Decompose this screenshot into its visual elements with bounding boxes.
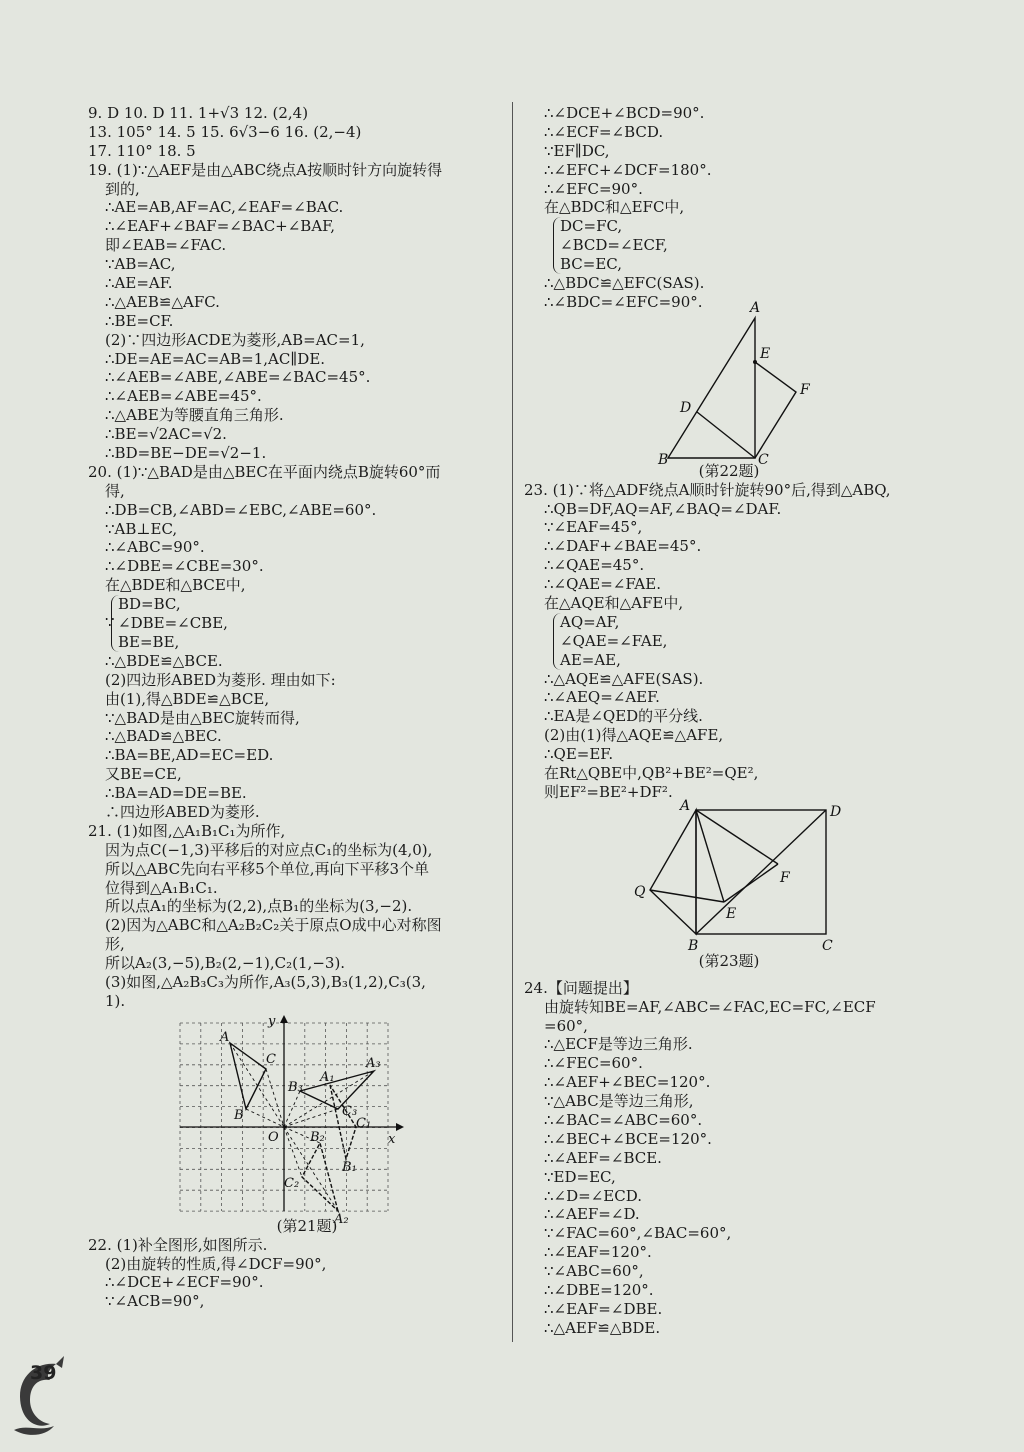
- figure-21-caption: (第21题): [276, 1216, 338, 1235]
- label-Q: Q: [634, 883, 646, 900]
- figure-23-caption: (第23题): [698, 951, 760, 970]
- text-line: ∴EA是∠QED的平分线.: [544, 707, 703, 726]
- brace-line: AQ=AF,: [560, 612, 620, 631]
- label-C3: C₃: [342, 1103, 358, 1119]
- text-line: 又BE=CE,: [105, 765, 182, 784]
- label-A2: A₂: [334, 1211, 349, 1227]
- text-line: 即∠EAB=∠FAC.: [105, 236, 227, 255]
- text-line: 23. (1)∵将△ADF绕点A顺时针旋转90°后,得到△ABQ,: [524, 480, 891, 499]
- text-line: ∴AE=AB,AF=AC,∠EAF=∠BAC.: [105, 198, 344, 217]
- label-C1: C₁: [356, 1115, 372, 1131]
- text-line: ∴BD=BE−DE=√2−1.: [105, 444, 267, 463]
- left-lines-c: [88, 1236, 506, 1312]
- segment-AF: [696, 810, 778, 864]
- text-line: 17. 110° 18. 5: [88, 141, 196, 160]
- text-line: 到的,: [105, 179, 140, 198]
- text-line: ∵∠ABC=60°,: [544, 1262, 644, 1281]
- triangle-A1B1C1: [330, 1085, 356, 1159]
- label-B2: B₂: [310, 1129, 325, 1145]
- column-divider: [512, 102, 513, 1342]
- brace-block-bde-bce: [88, 595, 506, 652]
- label-C: C: [758, 451, 769, 468]
- segment-EF: [724, 864, 778, 902]
- point-E: [753, 360, 757, 364]
- label-B3: B₃: [288, 1079, 303, 1095]
- text-line: ∴△ABE为等腰直角三角形.: [105, 406, 284, 425]
- text-line: ∴∠AEB=∠ABE,∠ABE=∠BAC=45°.: [105, 368, 371, 387]
- label-D: D: [830, 803, 842, 820]
- text-line: ∴∠EAF=∠DBE.: [544, 1299, 663, 1318]
- text-line: (2)因为△ABC和△A₂B₂C₂关于原点O成中心对称图: [105, 916, 442, 935]
- triangle-AQB: [650, 810, 696, 934]
- triangle-EFC: [755, 362, 796, 458]
- left-lines-a: [88, 104, 506, 595]
- text-line: (3)如图,△A₂B₃C₃为所作,A₃(5,3),B₃(1,2),C₃(3,: [105, 972, 426, 991]
- text-line: ∵△BAD是由△BEC旋转而得,: [105, 708, 300, 727]
- brace-line: AE=AE,: [560, 650, 621, 669]
- label-B: B: [658, 451, 669, 468]
- label-C: C: [266, 1051, 276, 1067]
- text-line: ∵ED=EC,: [544, 1167, 616, 1186]
- text-line: 由旋转知BE=AF,∠ABC=∠FAC,EC=FC,∠ECF: [544, 997, 876, 1016]
- text-line: 13. 105° 14. 5 15. 6√3−6 16. (2,−4): [88, 122, 362, 141]
- text-line: ∴BA=AD=DE=BE.: [105, 784, 247, 803]
- text-line: ∴BE=√2AC=√2.: [105, 425, 227, 444]
- text-line: ∴∠DCE+∠ECF=90°.: [105, 1273, 264, 1292]
- text-line: 在△AQE和△AFE中,: [544, 594, 684, 613]
- brace-line: BE=BE,: [118, 632, 180, 651]
- label-F: F: [780, 869, 790, 886]
- text-line: 在△BDC和△EFC中,: [544, 198, 685, 217]
- text-line: (2)四边形ABED为菱形. 理由如下:: [105, 670, 336, 689]
- label-O: O: [268, 1129, 279, 1145]
- text-line: ∵∠EAF=45°,: [544, 518, 643, 537]
- label-A: A: [680, 797, 691, 814]
- brace-line: ∠BCD=∠ECF,: [560, 236, 668, 255]
- text-line: =60°,: [544, 1016, 588, 1035]
- text-line: 所以A₂(3,−5),B₂(2,−1),C₂(1,−3).: [105, 954, 346, 973]
- text-line: 1).: [105, 991, 126, 1010]
- text-line: ∴∠EAF+∠BAF=∠BAC+∠BAF,: [105, 217, 336, 236]
- right-lines-c: [524, 481, 964, 613]
- right-lines-e: [524, 979, 964, 1338]
- label-E: E: [726, 905, 737, 922]
- text-line: ∴DE=AE=AC=AB=1,AC∥DE.: [105, 349, 326, 368]
- text-line: 则EF²=BE²+DF².: [544, 782, 673, 801]
- label-C2: C₂: [284, 1175, 300, 1191]
- text-line: 所以点A₁的坐标为(2,2),点B₁的坐标为(3,−2).: [105, 897, 413, 916]
- text-line: 形,: [105, 935, 125, 954]
- text-line: ∴∠ABC=90°.: [105, 538, 205, 557]
- text-line: 因为点C(−1,3)平移后的对应点C₁的坐标为(4,0),: [105, 840, 433, 859]
- text-line: ∴∠DBE=120°.: [544, 1280, 654, 1299]
- text-line: ∴∠AEF=∠BCE.: [544, 1148, 662, 1167]
- text-line: 在△BDE和△BCE中,: [105, 576, 246, 595]
- triangle-ABC: [668, 318, 755, 458]
- text-line: 22. (1)补全图形,如图所示.: [88, 1235, 268, 1254]
- text-line: ∴∠DCE+∠BCD=90°.: [544, 104, 705, 122]
- text-line: ∵AB=AC,: [105, 255, 176, 274]
- label-A1: A₁: [320, 1069, 335, 1085]
- right-column: [524, 104, 964, 1338]
- text-line: ∴△AQE≌△AFE(SAS).: [544, 669, 704, 688]
- text-line: ∴△BDE≌△BCE.: [105, 651, 223, 670]
- brace-line: ∠QAE=∠FAE,: [560, 631, 668, 650]
- text-line: ∴∠QAE=45°.: [544, 556, 645, 575]
- brace-line: DC=FC,: [560, 217, 623, 236]
- triangle-ABC: [230, 1043, 266, 1109]
- text-line: 得,: [105, 481, 125, 500]
- label-x: x: [388, 1131, 396, 1147]
- left-lines-b: [88, 652, 506, 1011]
- brace-line: BD=BC,: [118, 595, 181, 614]
- label-A3: A₃: [366, 1055, 381, 1071]
- text-line: ∴∠EAF=120°.: [544, 1243, 652, 1262]
- text-line: 在Rt△QBE中,QB²+BE²=QE²,: [544, 764, 759, 783]
- text-line: (2)∵四边形ACDE为菱形,AB=AC=1,: [105, 330, 365, 349]
- text-line: ∴△BDC≌△EFC(SAS).: [544, 274, 705, 293]
- brace-group: [553, 217, 964, 274]
- label-B1: B₁: [342, 1159, 357, 1175]
- label-A: A: [220, 1029, 230, 1045]
- text-line: ∴BA=BE,AD=EC=ED.: [105, 746, 274, 765]
- text-line: ∴∠EFC=90°.: [544, 179, 643, 198]
- label-E: E: [760, 345, 771, 362]
- text-line: ∴∠AEQ=∠AEF.: [544, 688, 660, 707]
- dolphin-icon: [6, 1340, 76, 1440]
- brace-group: [111, 595, 506, 652]
- triangle-A2B3C3: [300, 1071, 374, 1109]
- figure-23: [524, 797, 964, 954]
- text-line: ∴△AEB≌△AFC.: [105, 292, 220, 311]
- brace-block-aqe-afe: [524, 613, 964, 670]
- text-line: 21. (1)如图,△A₁B₁C₁为所作,: [88, 821, 286, 840]
- text-line: ∴∠AEF=∠D.: [544, 1205, 640, 1224]
- text-line: ∴△AEF≌△BDE.: [544, 1318, 661, 1337]
- text-line: ∵∠ACB=90°,: [105, 1292, 205, 1311]
- right-lines-b: [524, 274, 964, 312]
- label-F: F: [800, 381, 810, 398]
- text-line: (2)由旋转的性质,得∠DCF=90°,: [105, 1254, 327, 1273]
- brace-line: ∠DBE=∠CBE,: [118, 614, 228, 633]
- text-line: ∴DB=CB,∠ABD=∠EBC,∠ABE=60°.: [105, 500, 377, 519]
- label-B: B: [688, 937, 699, 954]
- segment-DC: [697, 412, 755, 458]
- text-line: ∴∠DBE=∠CBE=30°.: [105, 557, 264, 576]
- text-line: ∴△BAD≌△BEC.: [105, 727, 222, 746]
- text-line: 19. (1)∵△AEF是由△ABC绕点A按顺时针方向旋转得: [88, 160, 443, 179]
- text-line: 24.【问题提出】: [524, 978, 638, 997]
- right-lines-d: [524, 670, 964, 802]
- right-lines-a: [524, 104, 964, 217]
- text-line: 9. D 10. D 11. 1+√3 12. (2,4): [88, 104, 309, 122]
- text-line: ∵△ABC是等边三角形,: [544, 1092, 694, 1111]
- figure-22-caption: (第22题): [698, 461, 760, 480]
- left-column: [88, 104, 506, 1311]
- brace-group: [553, 613, 964, 670]
- text-line: ∴∠BEC+∠BCE=120°.: [544, 1129, 712, 1148]
- page-number: 39: [30, 1362, 57, 1384]
- text-line: ∴四边形ABED为菱形.: [105, 802, 260, 821]
- text-line: 由(1),得△BDE≌△BCE,: [105, 689, 270, 708]
- label-D: D: [680, 399, 692, 416]
- text-line: ∴BE=CF.: [105, 311, 174, 330]
- text-line: ∵AB⊥EC,: [105, 519, 178, 538]
- text-line: ∴QE=EF.: [544, 745, 614, 764]
- triangle-A2B2C2: [302, 1143, 338, 1211]
- text-line: ∴AE=AF.: [105, 274, 173, 293]
- text-line: ∴QB=DF,AQ=AF,∠BAQ=∠DAF.: [544, 499, 782, 518]
- text-line: ∴∠FEC=60°.: [544, 1054, 643, 1073]
- segment-AE: [696, 810, 724, 902]
- label-y: y: [268, 1013, 276, 1029]
- text-line: ∴∠QAE=∠FAE.: [544, 575, 661, 594]
- text-line: 20. (1)∵△BAD是由△BEC在平面内绕点B旋转60°而: [88, 462, 441, 481]
- text-line: ∴∠BAC=∠ABC=60°.: [544, 1110, 703, 1129]
- text-line: 所以△ABC先向右平移5个单位,再向下平移3个单: [105, 859, 430, 878]
- label-C: C: [822, 937, 833, 954]
- text-line: ∴∠DAF+∠BAE=45°.: [544, 537, 702, 556]
- label-B: B: [234, 1107, 244, 1123]
- text-line: ∴∠AEB=∠ABE=45°.: [105, 387, 262, 406]
- text-line: 位得到△A₁B₁C₁.: [105, 878, 218, 897]
- brace-block-bdc-efc: [524, 217, 964, 274]
- text-line: ∴∠D=∠ECD.: [544, 1186, 642, 1205]
- text-line: ∴∠ECF=∠BCD.: [544, 122, 664, 141]
- label-A: A: [750, 299, 761, 316]
- text-line: ∵∠FAC=60°,∠BAC=60°,: [544, 1224, 732, 1243]
- text-line: ∴∠EFC+∠DCF=180°.: [544, 160, 712, 179]
- y-axis-arrow: [280, 1015, 288, 1023]
- text-line: ∴△ECF是等边三角形.: [544, 1035, 693, 1054]
- text-line: ∴∠AEF+∠BEC=120°.: [544, 1073, 711, 1092]
- text-line: ∴∠BDC=∠EFC=90°.: [544, 292, 703, 311]
- text-line: ∵EF∥DC,: [544, 141, 610, 160]
- brace-line: BC=EC,: [560, 255, 623, 274]
- x-axis-arrow: [396, 1123, 404, 1131]
- text-line: (2)由(1)得△AQE≌△AFE,: [544, 726, 724, 745]
- because-symbol: ∵: [105, 613, 115, 632]
